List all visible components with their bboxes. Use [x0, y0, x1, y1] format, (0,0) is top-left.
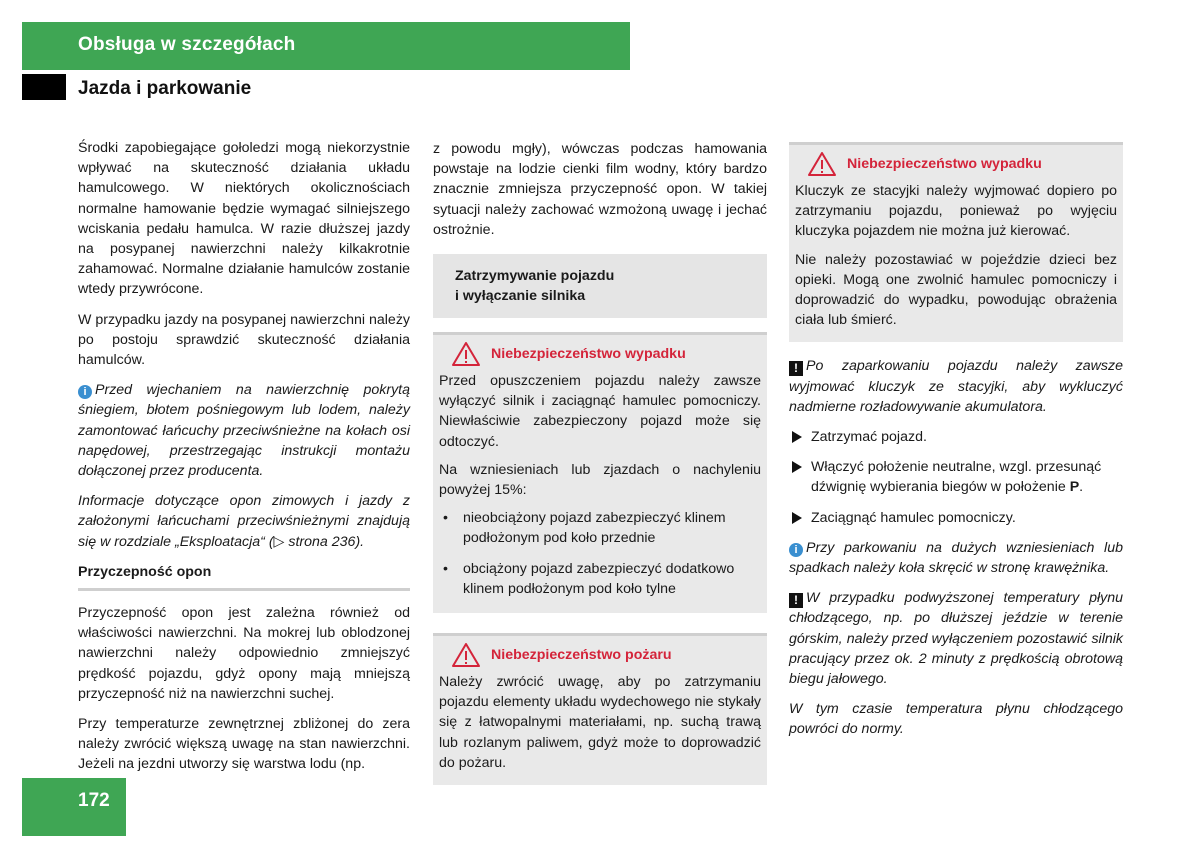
info-note-text: Przed wjechaniem na nawierzchnię pokrytą śniegiem, błotem pośniegowym lub lodem, należy zamontować łańcuchy przeciwśnieżne na kołach osi napędowej, przestrzegając instrukcji montażu dołączonej przez producenta. — [78, 382, 410, 480]
warning-title-row — [433, 633, 767, 672]
column-2 — [433, 139, 767, 799]
paragraph: Kluczyk ze stacyjki należy wyjmować dopiero po zatrzymaniu pojazdu, ponieważ po wyjęciu kluczyka pojazdem nie można już kierować. — [795, 183, 1117, 240]
warning-box-accident-key — [789, 142, 1123, 342]
arrow-right-icon — [791, 461, 803, 473]
paragraph: W przypadku jazdy na posypanej nawierzchni należy po postoju sprawdzić skuteczność działania hamulców. — [78, 311, 411, 369]
warning-body — [789, 181, 1123, 342]
info-note — [78, 380, 410, 481]
arrow-right-icon — [791, 512, 803, 524]
list-item: • obciążony pojazd zabezpieczyć dodatkowo klinem podłożonym pod koło tylne — [439, 559, 761, 599]
gear-position-p: P — [1069, 479, 1080, 496]
caution-note-continued: W tym czasie temperatura płynu chłodzącego powróci do normy. — [789, 701, 1123, 738]
warning-triangle-icon — [451, 642, 481, 668]
warning-title: Niebezpieczeństwo wypadku — [491, 345, 686, 362]
step-text: Zatrzymać pojazd. — [811, 429, 927, 446]
info-note — [789, 538, 1123, 578]
step-text: Włączyć położenie neutralne, wzgl. przesunąć dźwignię wybierania biegów w położenie — [811, 459, 1102, 496]
warning-title: Niebezpieczeństwo wypadku — [847, 155, 1042, 172]
caution-note-text: W przypadku podwyższonej temperatury płynu chłodzącego, np. po dłuższej jeździe w terenie górskim, należy przed wyłączeniem pozostawić silnik pracujący przez ok. 2 minuty z prędkością obrotową biegu jałowego. — [789, 590, 1123, 688]
paragraph: Przyczepność opon jest zależna również od właściwości nawierzchni. Na mokrej lub oblodzonej nawierzchni należy odpowiednio zmniejszyć prędkość pojazdu, gdyż opony mają mniejszą przyczepność niż na nawierzchni suchej. — [78, 605, 410, 702]
info-icon: i — [78, 385, 92, 399]
bullet-list — [439, 508, 761, 599]
paragraph: Środki zapobiegające gołoledzi mogą niekorzystnie wpływać na skuteczność działania układu hamulcowego. W niektórych okolicznościach normalne hamowanie będzie wymagać silniejszego wciskania pedału hamulca. W razie dłuższej jazdy na posypanej nawierzchni należy kilkakrotnie zahamować. Normalne działanie hamulców zostanie wtedy przywrócone. — [78, 140, 410, 298]
section-heading-stopping — [433, 254, 767, 318]
arrow-right-icon — [791, 431, 803, 443]
warning-body — [433, 672, 767, 785]
info-note-continued: Informacje dotyczące opon zimowych i jazdy z założonymi łańcuchami przeciwśnieżnymi znajdują się w rozdziale „Eksploatacja“ (▷ strona 236). — [78, 493, 410, 550]
column-3 — [789, 142, 1123, 750]
paragraph: Na wzniesieniach lub zjazdach o nachyleniu powyżej 15%: — [439, 461, 761, 499]
paragraph: Nie należy pozostawiać w pojeździe dzieci bez opieki. Mogą one zwolnić hamulec pomocniczy i doprowadzić do wypadku, powodując obrażenia ciała lub śmierć. — [795, 251, 1117, 329]
paragraph: Przed opuszczeniem pojazdu należy zawsze wyłączyć silnik i zaciągnąć hamulec pomocniczy. Niewłaściwie zabezpieczony pojazd może się odtoczyć. — [439, 373, 761, 450]
column-1 — [78, 138, 410, 785]
warning-body — [433, 371, 767, 613]
section-title: Obsługa w szczegółach — [78, 34, 296, 55]
warning-box-fire — [433, 633, 767, 785]
warning-triangle-icon — [807, 151, 837, 177]
page-number-tab — [22, 778, 126, 836]
step-item: Włączyć położenie neutralne, wzgl. przesunąć dźwignię wybierania biegów w położenie P. — [789, 457, 1123, 497]
heading-line: i wyłączanie silnika — [455, 288, 586, 305]
exclamation-icon: ! — [789, 593, 803, 608]
exclamation-icon: ! — [789, 361, 803, 376]
subsection-title: Jazda i parkowanie — [78, 78, 252, 99]
warning-box-accident — [433, 332, 767, 613]
caution-note — [789, 356, 1123, 417]
caution-note — [789, 588, 1123, 689]
paragraph: Należy zwrócić uwagę, aby po zatrzymaniu pojazdu elementy układu wydechowego nie stykały się z łatwopalnymi materiałami, np. suchą trawą lub rozlanym paliwem, gdyż może to doprowadzić do pożaru. — [439, 674, 761, 771]
warning-title: Niebezpieczeństwo pożaru — [491, 646, 672, 663]
warning-triangle-icon — [451, 341, 481, 367]
info-note-text: Przy parkowaniu na dużych wzniesieniach lub spadkach należy koła skręcić w stronę krawężnika. — [789, 539, 1123, 577]
warning-title-row — [789, 142, 1123, 181]
paragraph: Przy temperaturze zewnętrznej zbliżonej do zera należy zwrócić większą uwagę na stan nawierzchni. Jeżeli na jezdni utworzy się warstwa lodu (np. — [78, 716, 410, 773]
info-icon: i — [789, 543, 803, 557]
step-item — [789, 508, 1123, 528]
list-item: • nieobciążony pojazd zabezpieczyć klinem podłożonym pod koło przednie — [439, 508, 761, 548]
page-number: 172 — [78, 790, 110, 811]
step-text: Zaciągnąć hamulec pomocniczy. — [811, 509, 1016, 526]
section-header-bar — [22, 22, 630, 70]
caution-note-text: Po zaparkowaniu pojazdu należy zawsze wyjmować kluczyk ze stacyjki, aby wykluczyć nadmierne rozładowywanie akumulatora. — [789, 358, 1123, 415]
warning-title-row — [433, 332, 767, 371]
subsection-marker — [22, 74, 66, 100]
step-item — [789, 427, 1123, 447]
paragraph: z powodu mgły), wówczas podczas hamowania powstaje na lodzie cienki film wodny, który bardzo znacznie zmniejsza przyczepność opon. W takiej sytuacji należy zachować wzmożoną uwagę i jechać ostrożnie. — [433, 141, 767, 238]
heading-line: Zatrzymywanie pojazdu — [455, 268, 615, 285]
subheading-tire-grip: Przyczepność opon — [78, 562, 410, 591]
